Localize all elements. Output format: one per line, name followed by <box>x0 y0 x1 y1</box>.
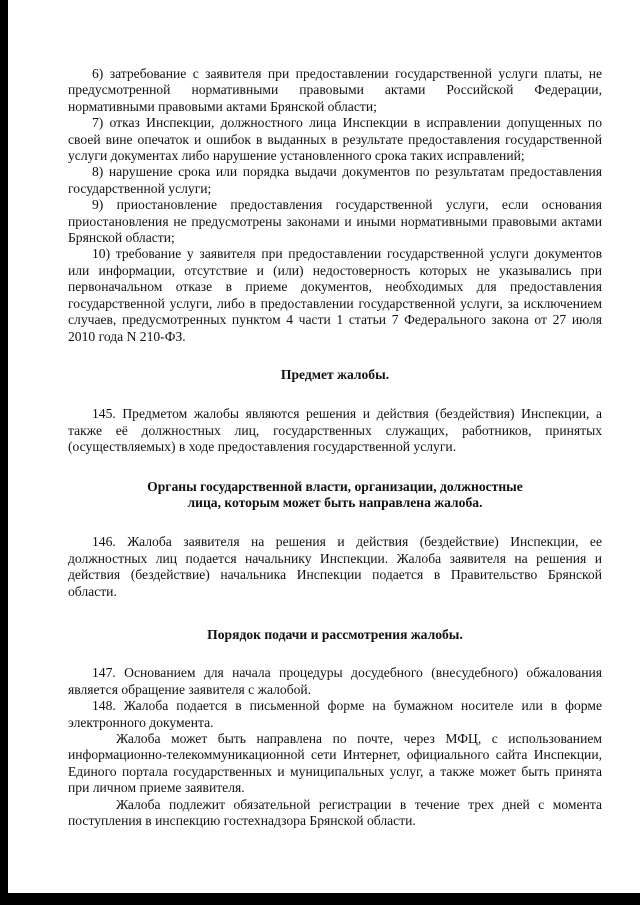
paragraph-146: 146. Жалоба заявителя на решения и действия (бездействие) Инспекции, ее должностных лиц подается начальнику Инспекции. Жалоба заявителя на решения и действия (бездействие) начальника Инспекции подается в Правительство Брянской области. <box>68 534 602 599</box>
paragraph-147: 147. Основанием для начала процедуры досудебного (внесудебного) обжалования является обращение заявителя с жалобой. <box>68 665 602 697</box>
paragraph-channels: Жалоба может быть направлена по почте, через МФЦ, с использованием информационно-телекоммуникационной сети Интернет, официального сайта Инспекции, Единого портала государственных и муниципальных услуг, а также может быть принята при личном приеме заявителя. <box>68 731 602 796</box>
list-item-6: 6) затребование с заявителя при предоставлении государственной услуги платы, не предусмотренной нормативными правовыми актами Российской Федерации, нормативными правовыми актами Брянской области; <box>68 66 602 114</box>
list-item-9: 9) приостановление предоставления государственной услуги, если основания приостановления не предусмотрены законами и иными нормативными правовыми актами Брянской области; <box>68 197 602 246</box>
paragraph-registration: Жалоба подлежит обязательной регистрации в течение трех дней с момента поступления в инспекцию гостехнадзора Брянской области. <box>68 796 602 829</box>
list-item-7: 7) отказ Инспекции, должностного лица Инспекции в исправлении допущенных по своей вине опечаток и ошибок в выданных в результате предоставления государственной услуги документах либо нарушение установленного срока таких исправлений; <box>68 115 602 164</box>
list-item-10: 10) требование у заявителя при предоставлении государственной услуги документов или информации, отсутствие и (или) недостоверность которых не указывались при первоначальном отказе в приеме документов, необходимых для предоставления государственной услуги, либо в предоставлении государственной услуги, за исключением случаев, предусмотренных пунктом 4 части 1 статьи 7 Федерального закона от 27 июля 2010 года N 210-ФЗ. <box>68 246 602 344</box>
list-item-8: 8) нарушение срока или порядка выдачи документов по результатам предоставления государственной услуги; <box>68 164 602 196</box>
scan-bottom-border <box>0 893 640 905</box>
heading-procedure: Порядок подачи и рассмотрения жалобы. <box>207 626 463 642</box>
document-page <box>68 66 602 829</box>
paragraph-145: 145. Предметом жалобы являются решения и действия (бездействия) Инспекции, а также её должностных лиц, государственных служащих, работников, принятых (осуществляемых) в ходе предоставления государственной услуги. <box>68 406 602 455</box>
paragraph-148: 148. Жалоба подается в письменной форме на бумажном носителе или в форме электронного документа. <box>68 698 602 730</box>
heading-authorities-line2: лица, которым может быть направлена жалоба. <box>187 494 483 510</box>
scan-left-border <box>0 0 8 905</box>
heading-subject: Предмет жалобы. <box>280 366 390 382</box>
heading-authorities <box>68 479 602 512</box>
heading-authorities-line1: Органы государственной власти, организации, должностные <box>147 478 523 494</box>
